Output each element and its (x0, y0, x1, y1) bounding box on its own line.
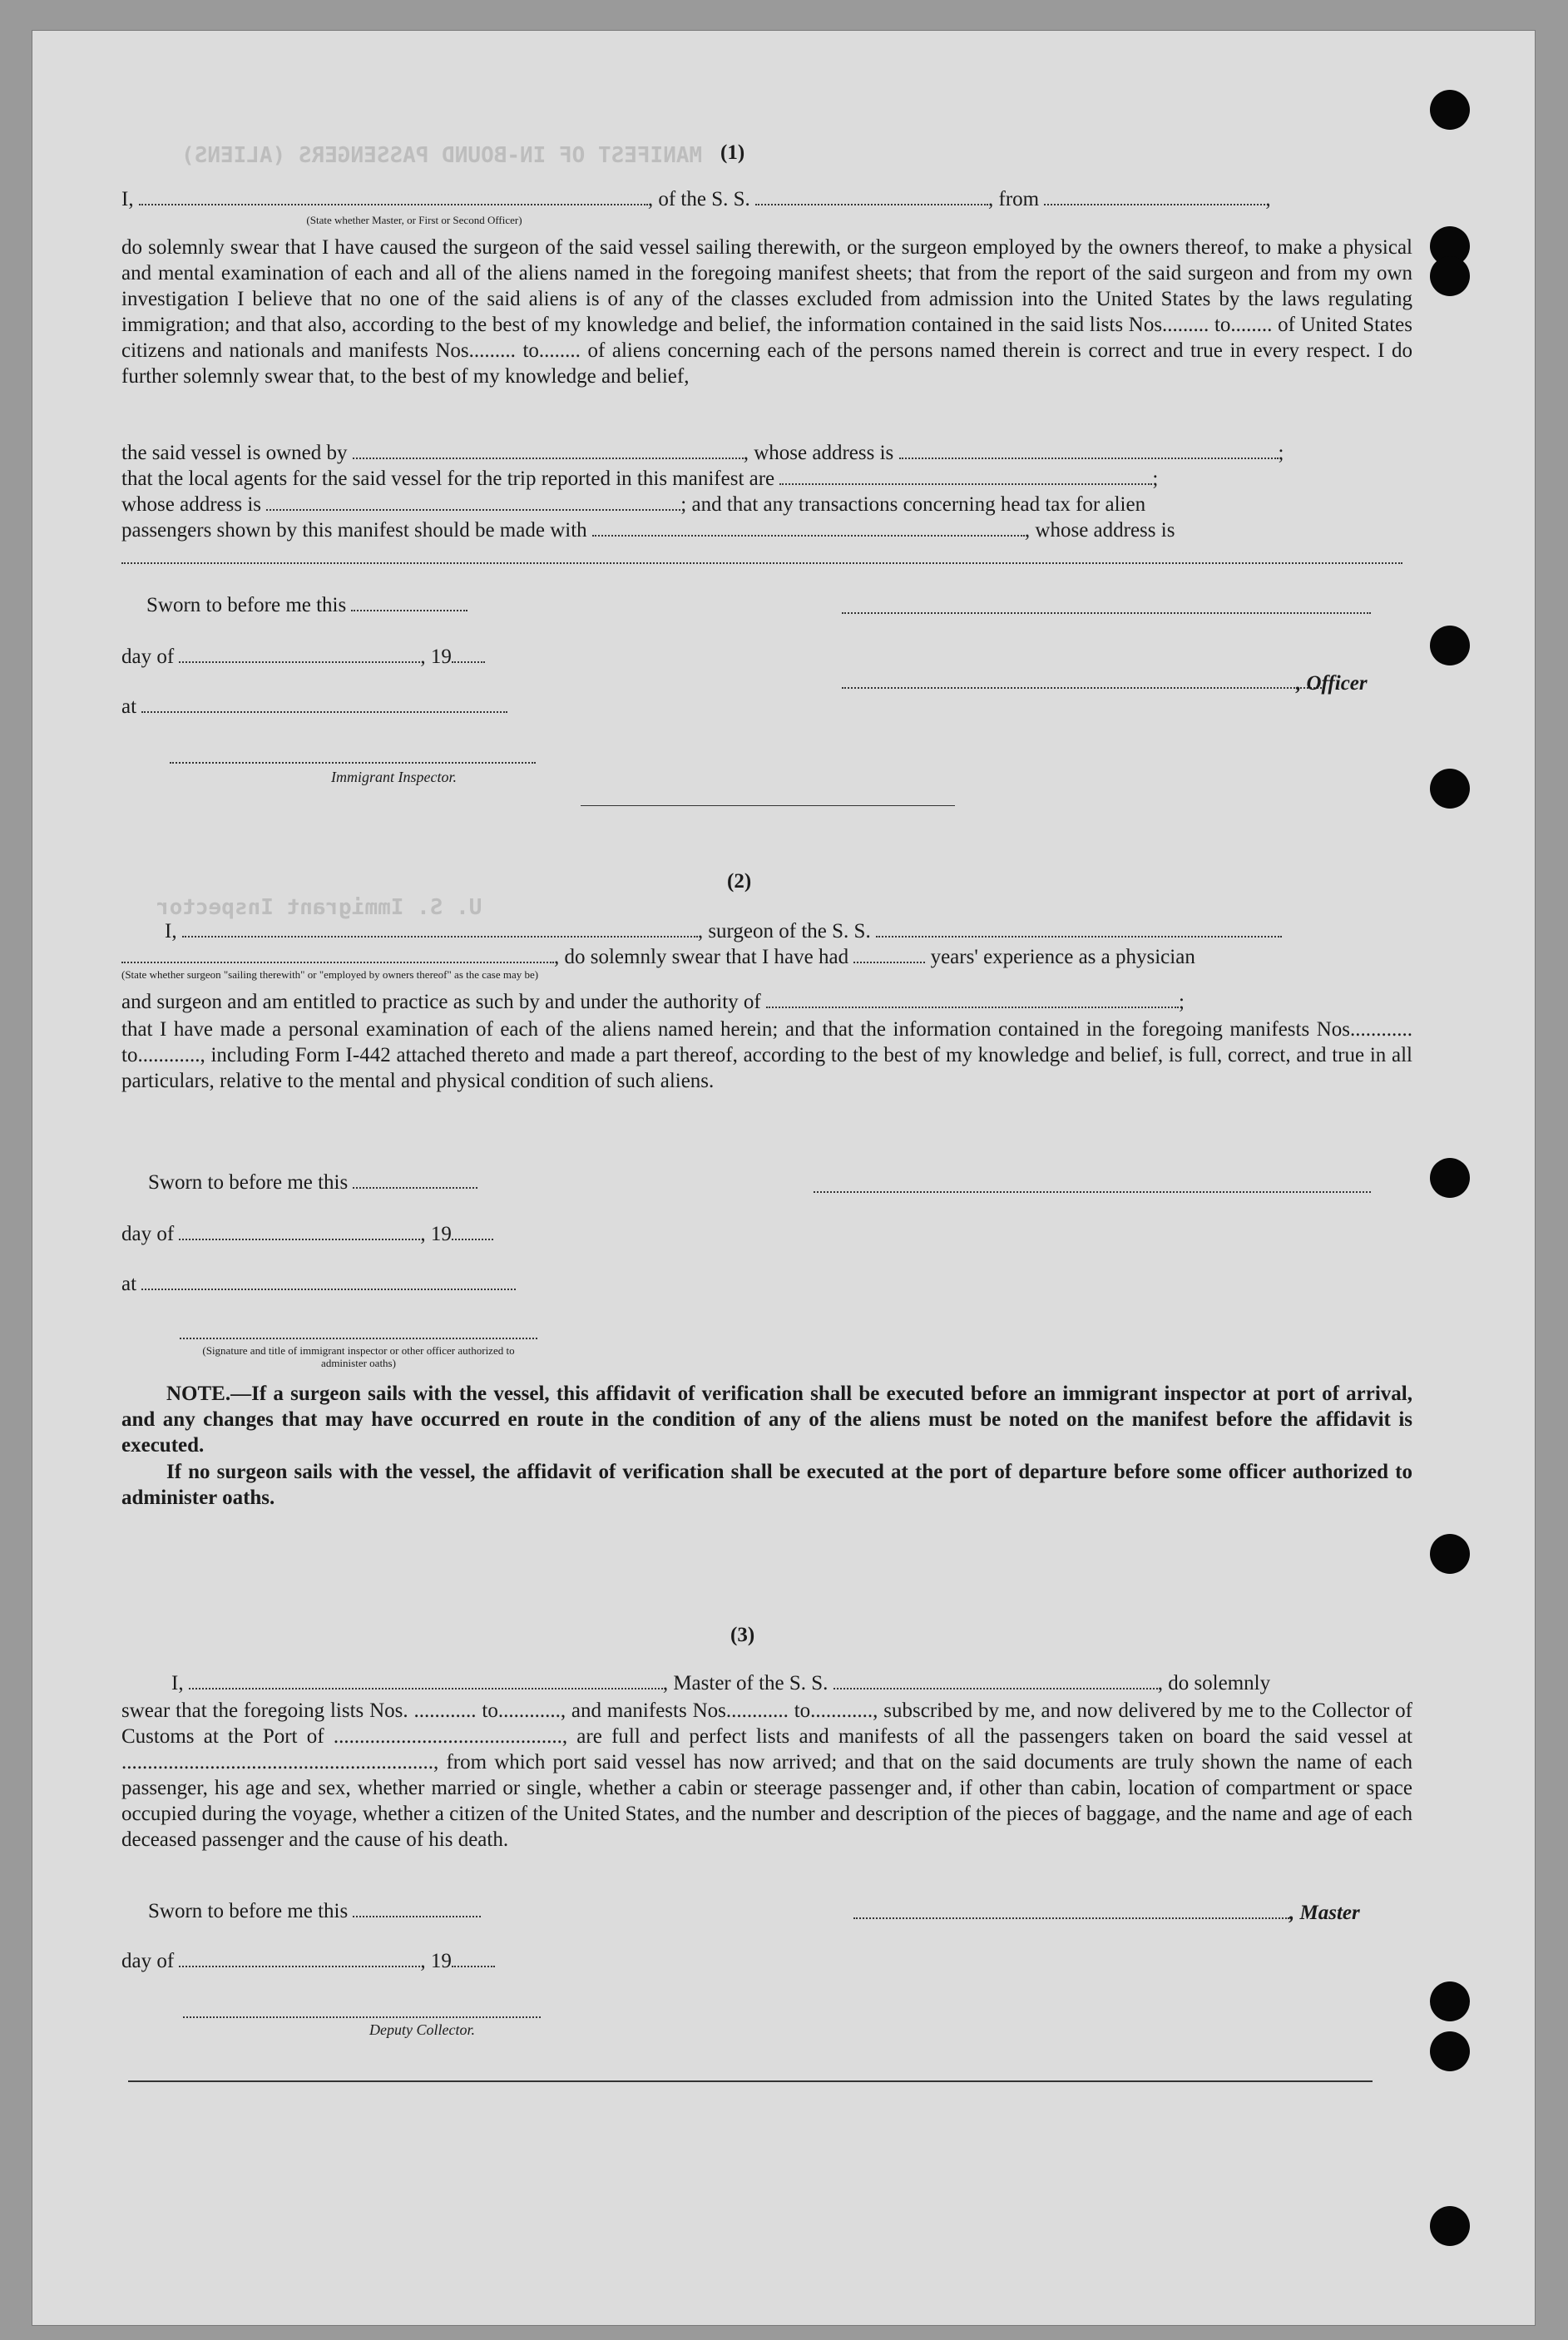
punch-hole (1430, 1158, 1470, 1198)
sworn-line-1 (146, 594, 467, 617)
section-2-line-2 (121, 946, 1195, 969)
passengers-line (121, 519, 1175, 542)
text: passengers shown by this manifest should be made with (121, 519, 587, 542)
stamp-underline (581, 805, 955, 806)
address-continuation-line[interactable] (121, 562, 1402, 564)
sworn-day-field[interactable] (353, 1901, 481, 1917)
agents-line: that the local agents for the said vessel for the trip reported in this manifest are ; (121, 468, 1159, 490)
text: , do solemnly (1157, 1672, 1271, 1694)
note-2-text: If no surgeon sails with the vessel, the affidavit of verification shall be executed at the port of departure before some officer authorized to administer oaths. (121, 1461, 1412, 1509)
text: that the local agents for the said vessel for the trip reported in this manifest are (121, 468, 775, 490)
year-field[interactable] (452, 1224, 493, 1240)
section-1-line-1 (121, 188, 1271, 211)
text: day of (121, 1223, 175, 1245)
bleed-through-header: MANIFEST OF IN-BOUND PASSENGERS (ALIENS) (181, 143, 703, 168)
note-label: NOTE. (166, 1383, 231, 1405)
surgeon-status-note: (State whether surgeon "sailing therewith" or "employed by owners thereof" as the case may be) (121, 968, 539, 981)
master-name-field[interactable] (139, 189, 648, 205)
authority-field[interactable] (766, 992, 1179, 1008)
master-signature-field[interactable] (853, 1902, 1289, 1919)
bleed-through-inspector: U. S. Immigrant Inspector (156, 895, 482, 920)
text: Sworn to before me this (146, 594, 347, 616)
section-3-body: swear that the foregoing lists Nos. ............ to............, and manifests Nos............ to............, subscribed by me, and now delivered by me to the Collector of Customs at the Port of ............................................, are full and perfect lists and manifests of all the passengers taken on board the said vessel at ............................................................, from which port said vessel has now arrived; and that on the said documents are truly shown the name of each passenger, his age and sex, whether married or single, whether a cabin or steerage passenger and, if other than cabin, location of compartment or space occupied during the voyage, whether a citizen of the United States, and the number and description of the pieces of baggage, and the name and age of each deceased passenger and the cause of his death. (121, 1699, 1412, 1851)
at-line-2 (121, 1273, 516, 1296)
text: , Master of the S. S. (662, 1672, 829, 1694)
master-signature-line (853, 1902, 1360, 1925)
at-place-field[interactable] (141, 1274, 516, 1290)
collector-signature-line[interactable] (183, 2016, 541, 2018)
section-2-number: (2) (727, 870, 752, 893)
section-3-line-1 (171, 1672, 1270, 1695)
day-of-line-2 (121, 1223, 493, 1246)
punch-hole (1430, 769, 1470, 809)
punch-hole (1430, 1534, 1470, 1574)
master-label: , Master (1289, 1902, 1360, 1924)
punch-hole (1430, 1981, 1470, 2021)
sworn-line-2 (148, 1171, 477, 1195)
text: and surgeon and am entitled to practice as such by and under the authority of (121, 991, 761, 1013)
punch-hole (1430, 2206, 1470, 2246)
text: , whose address is (1024, 519, 1175, 542)
text: whose address is (121, 493, 262, 516)
sworn-day-field[interactable] (353, 1172, 477, 1189)
text: , from (988, 188, 1040, 210)
owner-address-field[interactable] (899, 443, 1279, 459)
text: day of (121, 1950, 175, 1972)
text: , whose address is (743, 442, 894, 464)
at-place-field[interactable] (141, 696, 507, 713)
month-field[interactable] (179, 1224, 420, 1240)
text: Sworn to before me this (148, 1171, 349, 1194)
section-1-number: (1) (720, 141, 745, 164)
at-line-1 (121, 695, 507, 719)
section-3-number: (3) (730, 1624, 755, 1646)
bottom-rule (128, 2080, 1373, 2082)
rank-note: (State whether Master, or First or Second Officer) (306, 214, 522, 226)
agents-field[interactable] (779, 468, 1152, 485)
section-2-note (121, 1381, 1412, 1458)
text: , (1265, 188, 1271, 210)
text: , do solemnly swear that I have had (554, 946, 849, 968)
from-port-field[interactable] (1044, 189, 1265, 205)
surgeon-vessel-field[interactable] (876, 921, 1282, 937)
day-of-line-1 (121, 646, 485, 669)
vessel-name-field[interactable] (755, 189, 988, 205)
owned-by-line: the said vessel is owned by , whose address is ; (121, 442, 1284, 464)
sworn-day-field[interactable] (351, 595, 467, 611)
section-2-line-1 (165, 920, 1282, 943)
sworn-line-3 (148, 1900, 481, 1923)
year-field[interactable] (452, 646, 485, 663)
witness-signature-note: (Signature and title of immigrant inspector or other officer authorized to administer oaths) (202, 1344, 515, 1369)
text: , surgeon of the S. S. (697, 920, 871, 942)
section-2-note-2 (121, 1459, 1412, 1511)
surgeon-status-field[interactable] (121, 947, 554, 963)
master-name-field[interactable] (189, 1673, 663, 1689)
punch-hole (1430, 90, 1470, 130)
text: I, (171, 1672, 184, 1694)
text: at (121, 695, 137, 718)
deputy-collector-label: Deputy Collector. (369, 2021, 475, 2038)
text: years' experience as a physician (930, 946, 1195, 968)
month-field[interactable] (179, 1951, 420, 1967)
month-field[interactable] (179, 646, 420, 663)
manifest-page (32, 30, 1536, 2326)
officer-label: , Officer (1296, 672, 1368, 695)
text: I, (165, 920, 177, 942)
text: , 19 (420, 1950, 452, 1972)
punch-hole (1430, 256, 1470, 296)
owner-field[interactable] (353, 443, 744, 459)
agents-address-line (121, 493, 1145, 517)
text: day of (121, 646, 175, 668)
text: , 19 (420, 646, 452, 668)
day-of-line-3 (121, 1950, 495, 1973)
officer-signature-line-1[interactable] (842, 612, 1371, 614)
head-tax-contact-field[interactable] (592, 520, 1025, 537)
punch-hole (1430, 626, 1470, 665)
section-2-body: that I have made a personal examination of each of the aliens named herein; and that the information contained in the foregoing manifests Nos............ to............, including Form I-442 attached thereto and made a part thereof, according to the best of my knowledge and belief, is full, correct, and true in all particulars, relative to the mental and physical condition of such aliens. (121, 1018, 1412, 1092)
text: ; and that any transactions concerning head tax for alien (680, 493, 1146, 516)
agents-address-field[interactable] (266, 494, 680, 511)
text: I, (121, 188, 134, 210)
year-field[interactable] (452, 1951, 495, 1967)
note-text: —If a surgeon sails with the vessel, this affidavit of verification shall be executed before an immigrant inspector at port of arrival, and any changes that may have occurred en route in the condition of any of the aliens must be noted on the manifest before the affidavit is executed. (121, 1383, 1412, 1457)
text: the said vessel is owned by (121, 442, 348, 464)
text: , of the S. S. (647, 188, 750, 210)
inspector-signature-line[interactable] (170, 762, 536, 764)
text: at (121, 1273, 137, 1295)
surgeon-signature-line[interactable] (814, 1191, 1371, 1193)
surgeon-name-field[interactable] (182, 921, 698, 937)
text: , 19 (420, 1223, 452, 1245)
years-field[interactable] (853, 947, 925, 963)
immigrant-inspector-label: Immigrant Inspector. (331, 769, 457, 785)
punch-hole (1430, 2031, 1470, 2071)
authority-line: and surgeon and am entitled to practice as such by and under the authority of ; (121, 991, 1185, 1013)
text: Sworn to before me this (148, 1900, 349, 1922)
master-vessel-field[interactable] (833, 1673, 1158, 1689)
witness-signature-line[interactable] (180, 1338, 537, 1339)
officer-signature-line-2[interactable] (842, 687, 1324, 689)
section-1-body: do solemnly swear that I have caused the surgeon of the said vessel sailing therewith, or the surgeon employed by the owners thereof, to make a physical and mental examination of each and all of the aliens named in the foregoing manifest sheets; that from the report of the said surgeon and from my own investigation I believe that no one of the said aliens is of any of the classes excluded from admission into the United States by the laws regulating immigration; and that also, according to the best of my knowledge and belief, the information contained in the said lists Nos......... to........ of United States citizens and nationals and manifests Nos......... to........ of aliens concerning each of the persons named therein is correct and true in every respect. I do further solemnly swear that, to the best of my knowledge and belief, (121, 236, 1412, 388)
